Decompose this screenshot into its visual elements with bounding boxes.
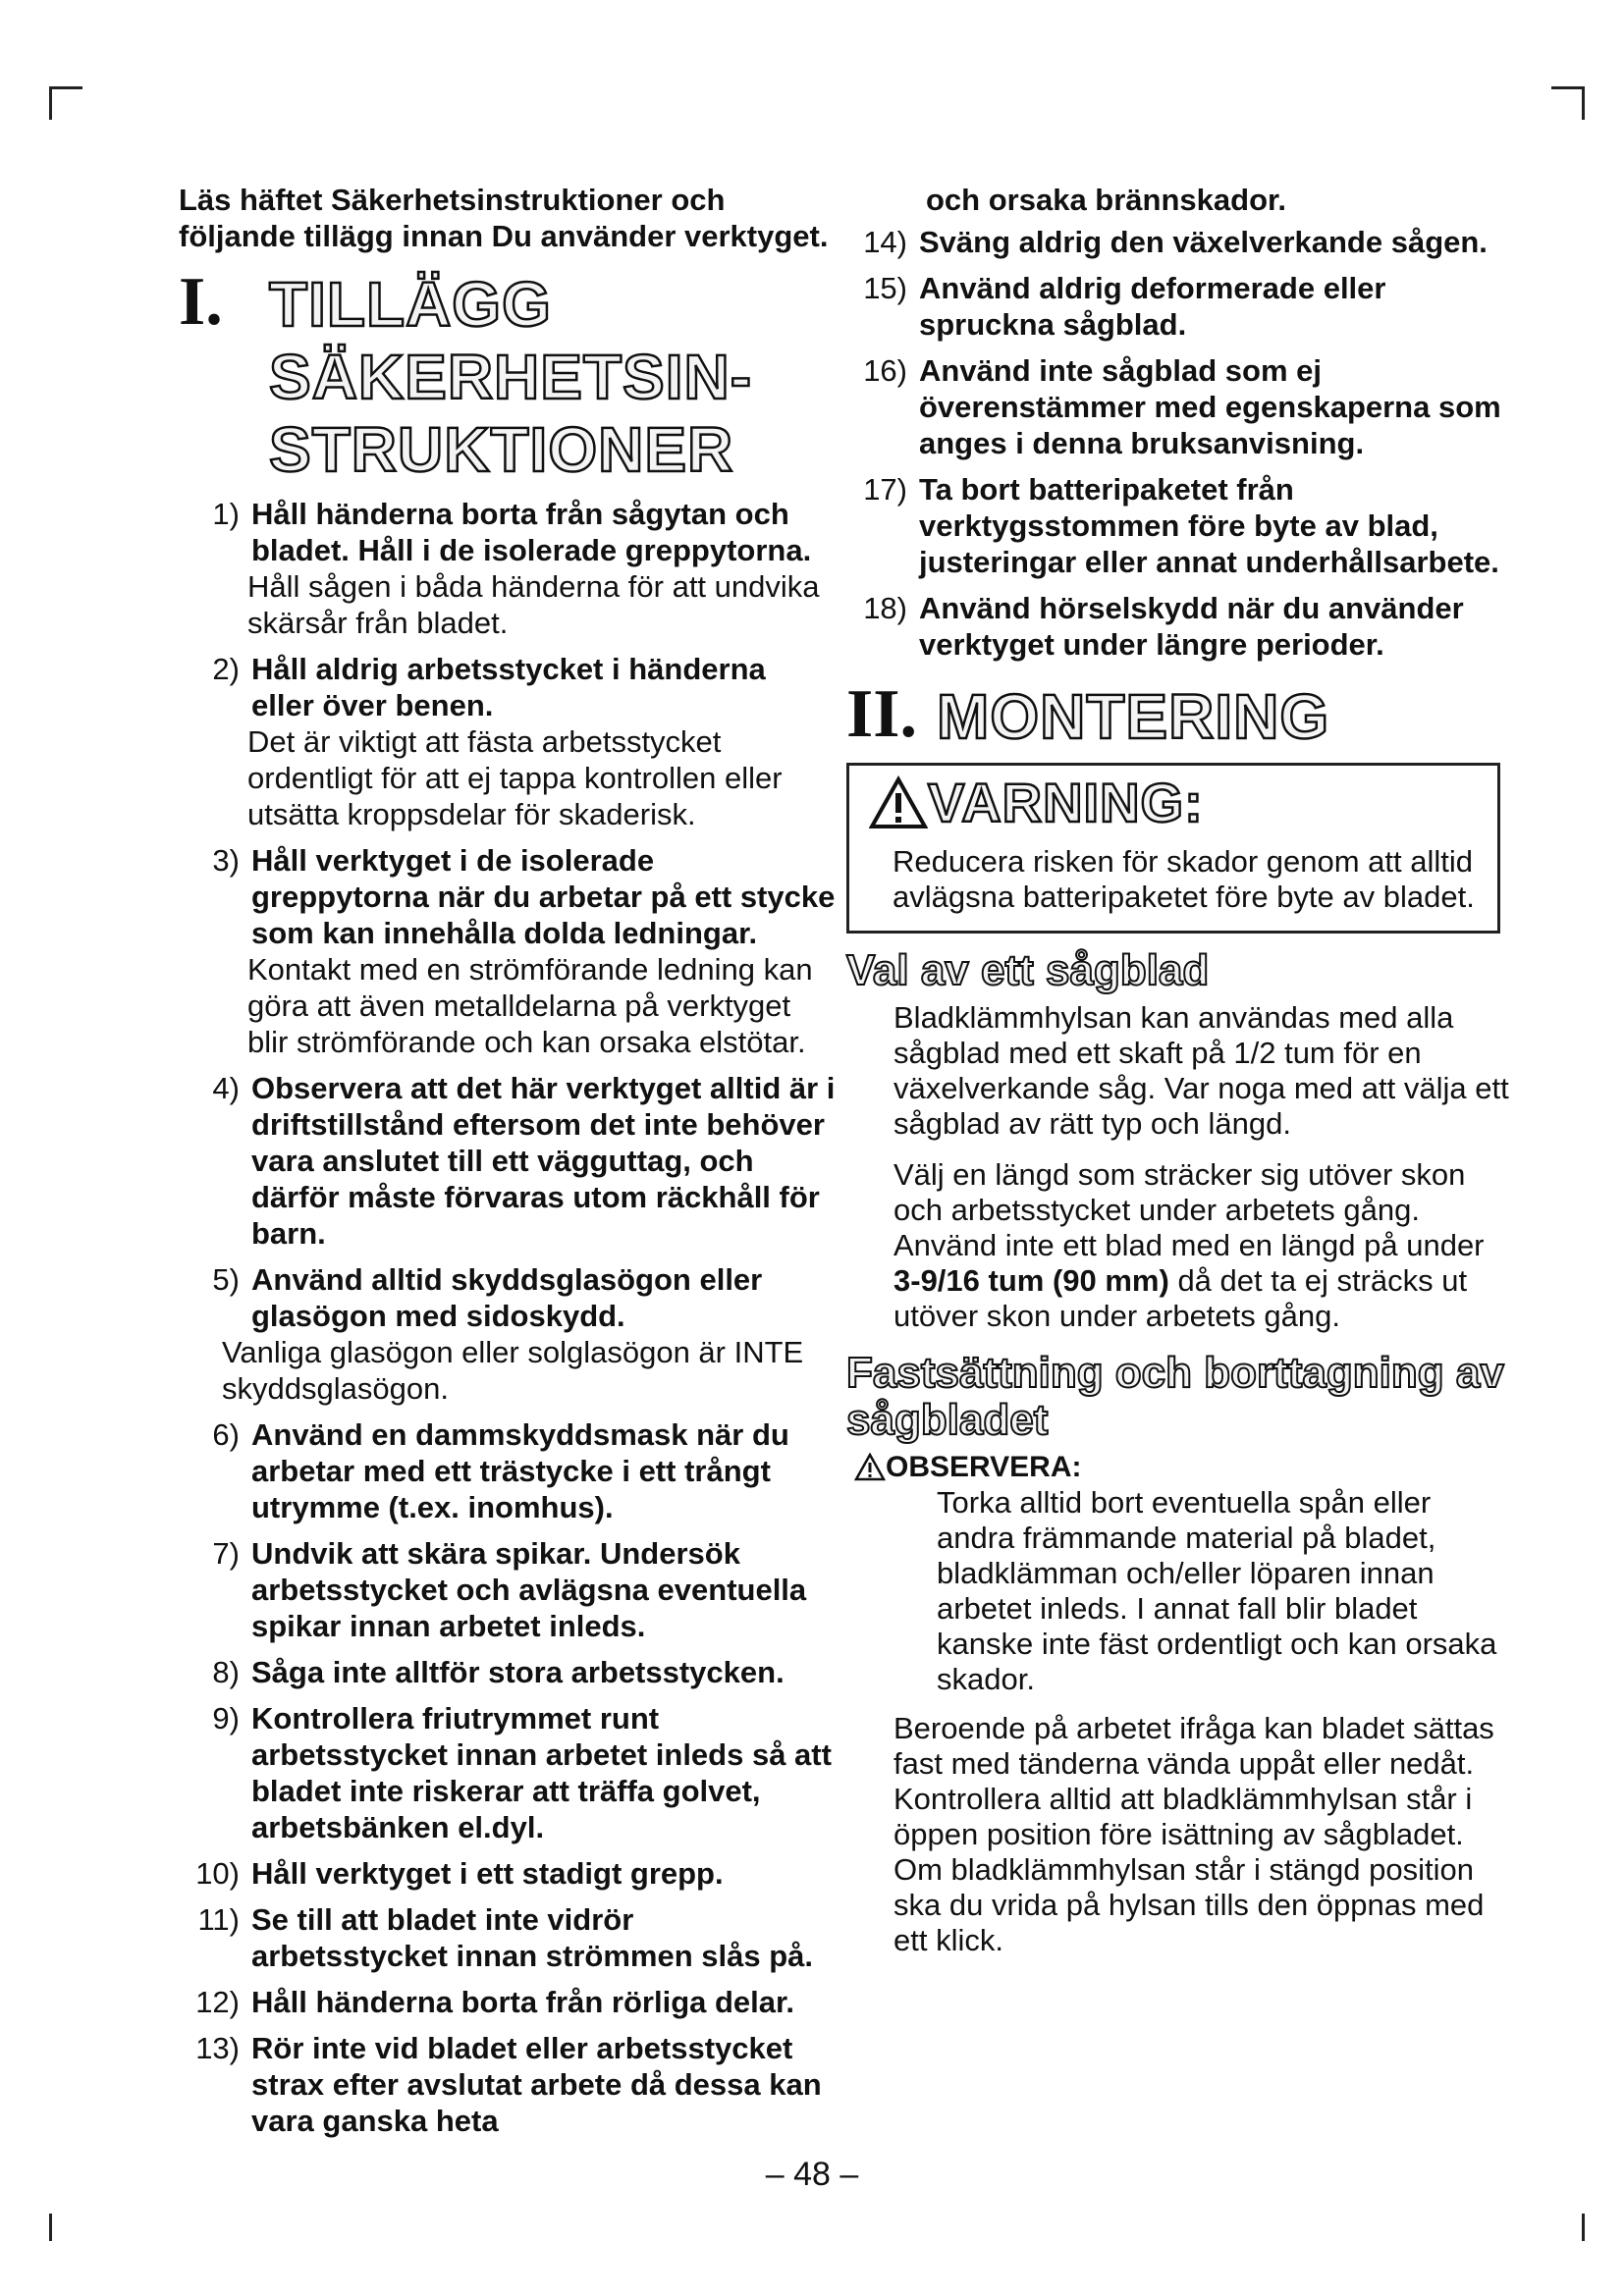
item-extra: Vanliga glasögon eller solglasögon är INTE skyddsglasögon.: [222, 1335, 804, 1406]
crop-mark-top-left-v: [49, 86, 52, 120]
crop-mark-top-right-v: [1582, 86, 1585, 120]
list-item: [846, 224, 1514, 260]
crop-mark-top-right-h: [1551, 86, 1585, 89]
list-item: [179, 1654, 837, 1690]
blade-mounting-paragraph: Beroende på arbetet ifråga kan bladet sättas fast med tänderna vända uppåt eller nedåt. Kontrollera alltid att bladklämmhylsan står i öppen position före isättning av sågbladet. Om bladklämmhylsan står i stängd position ska du vrida på hylsan tills den öppnas med ett klick.: [893, 1711, 1494, 1957]
item-text: Håll aldrig arbetsstycket i händerna eller över benen.: [251, 652, 766, 722]
item-text: Sväng aldrig den växelverkande sågen.: [919, 225, 1488, 259]
item-number: 10): [195, 1856, 240, 1891]
warning-title-row: [869, 772, 1476, 834]
blade-selection-heading: Val av ett sågblad: [846, 946, 1210, 994]
list-item: [846, 471, 1514, 580]
item-text: Använd en dammskyddsmask när du arbetar med ett trästycke i ett trångt utrymme (t.ex. inomhus).: [251, 1417, 789, 1524]
blade-selection-paragraph-1: Bladklämmhylsan kan användas med alla sågblad med ett skaft på 1/2 tum för en växelverkande såg. Var noga med att välja ett sågblad av rätt typ och längd.: [893, 1000, 1509, 1141]
blade-mounting-heading: Fastsättning och borttagning av sågbladet: [846, 1349, 1504, 1444]
item-number: 18): [863, 591, 907, 625]
item-text: Använd hörselskydd när du använder verktyget under längre perioder.: [919, 591, 1464, 662]
item-number: 15): [863, 271, 907, 305]
page-number: – 48 –: [765, 2156, 859, 2193]
item-number: 1): [212, 497, 240, 531]
item-text: Såga inte alltför stora arbetsstycken.: [251, 1655, 785, 1689]
item-text: Observera att det här verktyget alltid är i driftstillstånd eftersom det inte behöver vara anslutet till ett vägguttag, och därför måste förvaras utom räckhåll för barn.: [251, 1071, 836, 1251]
warning-box: [846, 763, 1500, 934]
item-text: Använd inte sågblad som ej överenstämmer med egenskaperna som anges i denna bruksanvisning.: [919, 353, 1501, 460]
item-number: 9): [212, 1701, 240, 1735]
list-item: [179, 1901, 837, 1974]
list-item: [179, 1070, 837, 1252]
intro-text: Läs häftet Säkerhetsinstruktioner och följande tillägg innan Du använder verktyget.: [179, 183, 829, 253]
section-1-title-line-3: STRUKTIONER: [269, 414, 734, 485]
item-note: Det är viktigt att fästa arbetsstycket ordentligt för att ej tappa kontrollen eller utsätta kroppsdelar för skaderisk.: [247, 724, 783, 831]
section-1-numeral: I.: [179, 264, 223, 340]
list-item: [179, 496, 837, 641]
item-text: Ta bort batteripaketet från verktygsstommen före byte av blad, justeringar eller annat underhållsarbete.: [919, 472, 1499, 579]
list-item: [179, 1416, 837, 1525]
item-text: Kontrollera friutrymmet runt arbetsstycket innan arbetet inleds så att bladet inte riskerar att träffa golvet, arbetsbänken el.dyl.: [251, 1701, 832, 1844]
item-note: Kontakt med en strömförande ledning kan göra att även metalldelarna på verktyget blir strömförande och kan orsaka elstötar.: [247, 952, 813, 1059]
section-1-title-line-2: SÄKERHETSIN-: [269, 342, 753, 412]
section-1-title: [269, 268, 752, 486]
crop-mark-bottom-right: [1582, 2214, 1585, 2241]
blade-length-spec: 3-9/16 tum (90 mm): [893, 1263, 1169, 1298]
section-2-heading: [846, 676, 1514, 753]
item-number: 16): [863, 353, 907, 388]
item-note: Håll sågen i båda händerna för att undvika skärsår från bladet.: [247, 569, 820, 640]
item-text: Håll händerna borta från rörliga delar.: [251, 1985, 794, 2019]
list-item: [179, 1535, 837, 1644]
item-text: Håll verktyget i ett stadigt grepp.: [251, 1856, 724, 1891]
crop-mark-top-left-h: [49, 86, 82, 89]
list-item: [179, 2030, 837, 2139]
item-number: 11): [197, 1902, 240, 1937]
blade-selection-paragraph-2: [846, 1157, 1514, 1334]
list-item: [179, 1700, 837, 1845]
list-item: [179, 1984, 837, 2020]
item-text: Rör inte vid bladet eller arbetsstycket strax efter avslutat arbete då dessa kan vara ganska heta: [251, 2031, 822, 2138]
list-item: [179, 1855, 837, 1892]
item-number: 13): [195, 2031, 240, 2065]
item-text: Håll händerna borta från sågytan och bladet. Håll i de isolerade greppytorna.: [251, 497, 812, 567]
section-2-title: MONTERING: [937, 681, 1330, 752]
item-number: 3): [212, 843, 240, 878]
note-label-row: [846, 1450, 1514, 1485]
section-1-heading: [179, 264, 837, 486]
item-number: 17): [863, 472, 907, 507]
paragraph-text: då det ta ej sträcks ut utöver skon under arbetets gång.: [893, 1263, 1468, 1333]
list-item: [846, 352, 1514, 461]
left-column: [179, 182, 837, 2149]
paragraph-text: Välj en längd som sträcker sig utöver skon och arbetsstycket under arbetets gång. Använd inte ett blad med en längd på under: [893, 1157, 1485, 1262]
section-2-numeral: II.: [846, 676, 917, 752]
note-body: Torka alltid bort eventuella spån eller andra främmande material på bladet, bladklämman och/eller löparen innan arbetet inleds. I annat fall blir bladet kanske inte fäst ordentligt och kan orsaka skador.: [937, 1485, 1497, 1696]
item-number: 14): [863, 225, 907, 259]
list-item: [179, 651, 837, 832]
item-text: Undvik att skära spikar. Undersök arbetsstycket och avlägsna eventuella spikar innan arbetet inleds.: [251, 1536, 807, 1643]
item-13-continuation: och orsaka brännskador.: [926, 183, 1286, 217]
list-item: [846, 270, 1514, 343]
section-1-title-line-1: TILLÄGG: [269, 269, 552, 340]
item-text: Håll verktyget i de isolerade greppytorna när du arbetar på ett stycke som kan innehålla dolda ledningar.: [251, 843, 836, 950]
note-label: OBSERVERA:: [886, 1451, 1082, 1483]
right-column: [846, 182, 1514, 1974]
warning-triangle-icon: [869, 775, 928, 830]
item-number: 8): [212, 1655, 240, 1689]
item-number: 5): [212, 1262, 240, 1297]
item-number: 7): [212, 1536, 240, 1571]
caution-triangle-icon: [854, 1453, 886, 1482]
list-item: [846, 590, 1514, 663]
item-number: 4): [212, 1071, 240, 1105]
warning-title: VARNING:: [928, 772, 1204, 833]
crop-mark-bottom-left: [49, 2214, 52, 2241]
item-number: 12): [195, 1985, 240, 2019]
item-number: 2): [212, 652, 240, 686]
item-text: Använd alltid skyddsglasögon eller glasögon med sidoskydd.: [251, 1262, 763, 1333]
item-text: Använd aldrig deformerade eller spruckna sågblad.: [919, 271, 1386, 342]
item-text: Se till att bladet inte vidrör arbetsstycket innan strömmen slås på.: [251, 1902, 814, 1973]
item-number: 6): [212, 1417, 240, 1452]
list-item: [179, 842, 837, 1060]
warning-body: Reducera risken för skador genom att alltid avlägsna batteripaketet före byte av bladet.: [893, 844, 1475, 914]
list-item: [179, 1261, 837, 1407]
